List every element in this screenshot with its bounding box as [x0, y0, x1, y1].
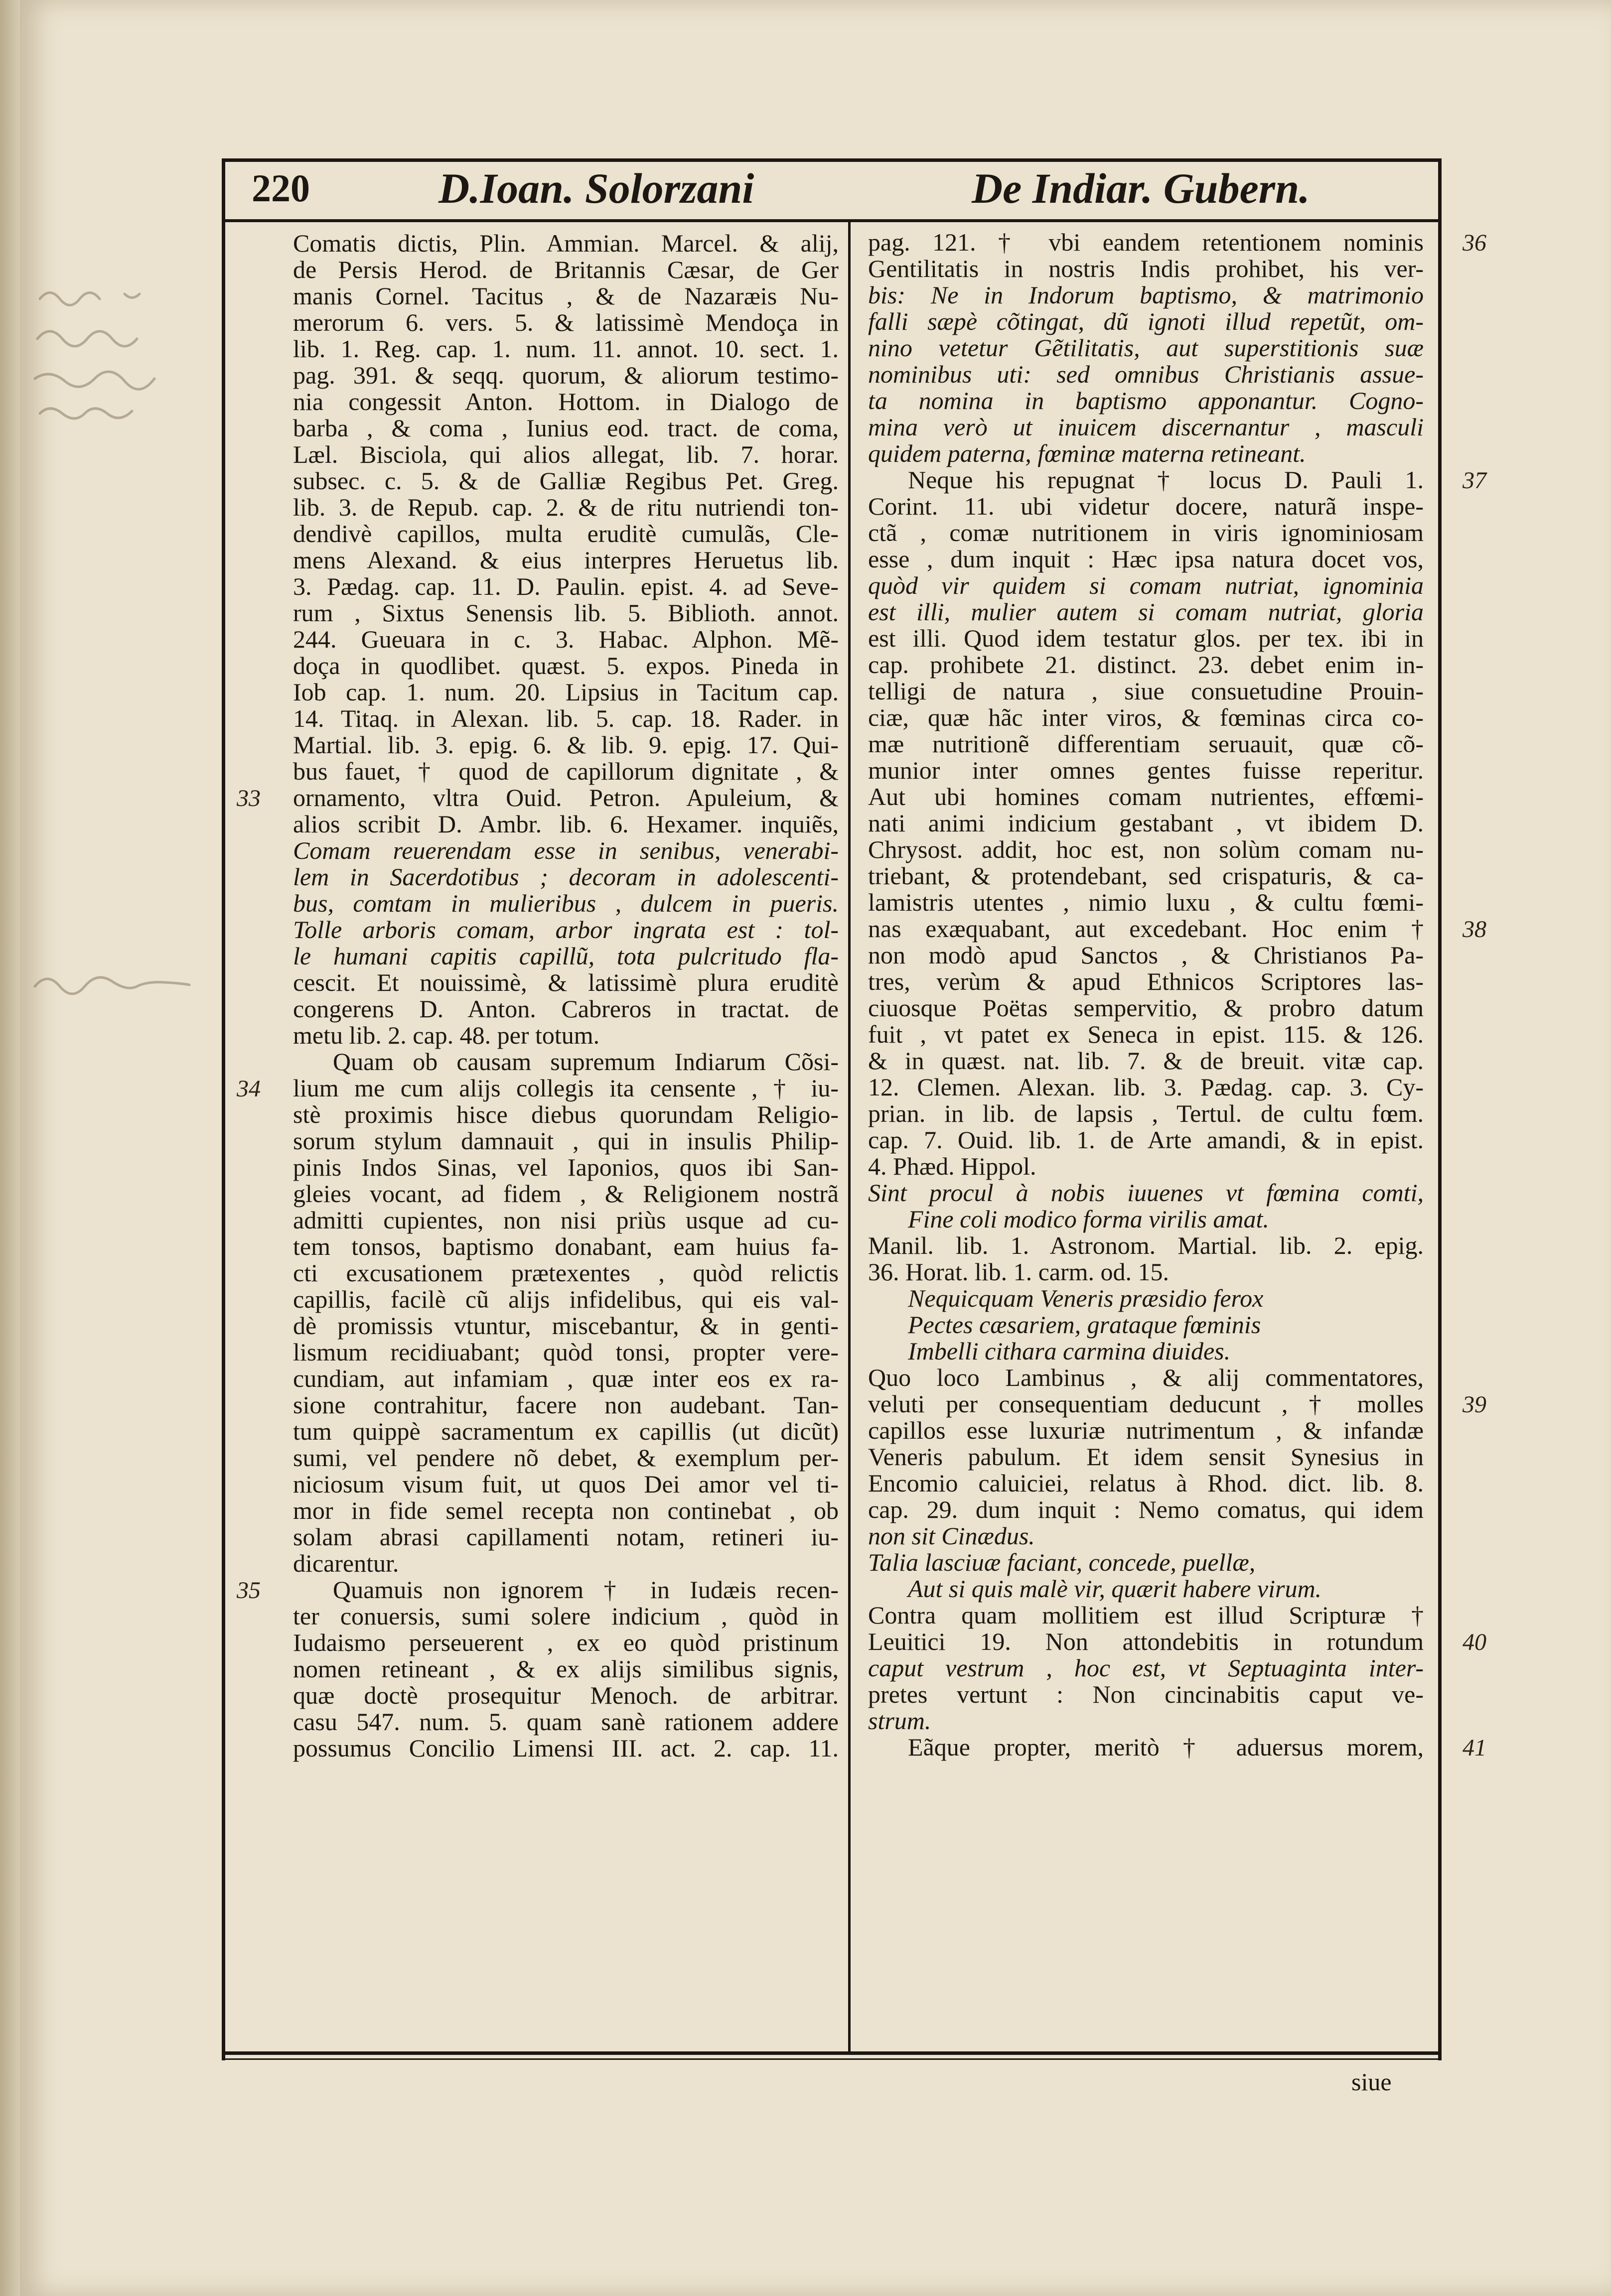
text-line: Quam ob causam supremum Indiarum Cõsi-	[333, 1048, 839, 1076]
text-line: merorum 6. vers. 5. & latissimè Mendoça in	[293, 308, 839, 336]
margin-number: 37	[1463, 467, 1486, 494]
text-line: nas exæquabant, aut excedebant. Hoc enim †	[868, 915, 1424, 943]
text-line: triebant, & protendebant, sed crispaturis, & ca-	[868, 862, 1424, 890]
text-line: mina verò ut inuicem discernantur , masculi	[868, 413, 1424, 441]
text-line: Comatis dictis, Plin. Ammian. Marcel. & alij,	[293, 230, 839, 257]
text-line: veluti per consequentiam deducunt , † molles	[868, 1390, 1424, 1418]
margin-number: 38	[1463, 916, 1486, 943]
text-line: ctã , comæ nutritionem in viris ignominiosam	[868, 519, 1424, 546]
text-line: est illi, mulier autem si comam nutriat, gloria	[868, 598, 1424, 626]
text-line: cap. prohibete 21. distinct. 23. debet enim in-	[868, 651, 1424, 678]
text-line: 36. Horat. lib. 1. carm. od. 15.	[868, 1258, 1170, 1286]
text-line: 14. Titaq. in Alexan. lib. 5. cap. 18. Rader. in	[293, 704, 839, 732]
text-line: non sit Cinædus.	[868, 1522, 1035, 1550]
text-line: doça in quodlibet. quæst. 5. expos. Pineda in	[293, 652, 839, 679]
bottom-rule-inner	[222, 2058, 1441, 2060]
text-line: caput vestrum , hoc est, vt Septuaginta inter-	[868, 1654, 1424, 1682]
text-line: Chrysost. addit, hoc est, non solùm comam nu-	[868, 835, 1424, 863]
text-line: mor in fide semel recepta non continebat , ob	[293, 1496, 839, 1524]
text-line: & in quæst. nat. lib. 7. & de breuit. vitæ cap.	[868, 1047, 1424, 1075]
text-line: dendivè capillos, multa eruditè cumulãs, Cle-	[293, 520, 839, 547]
text-line: Iob cap. 1. num. 20. Lipsius in Tacitum cap.	[293, 678, 839, 706]
text-line: non modò apud Sanctos , & Christianos Pa-	[868, 941, 1424, 969]
text-line: 244. Gueuara in c. 3. Habac. Alphon. Mẽ-	[293, 625, 839, 653]
text-line: telligi de natura , siue consuetudine Prouin-	[868, 677, 1424, 705]
text-line: barba , & coma , Iunius eod. tract. de coma,	[293, 414, 839, 442]
text-line: Pectes cæsariem, grataque fœminis	[908, 1311, 1261, 1339]
column-divider	[848, 219, 851, 2052]
text-line: tem tonsos, baptismo donabant, eam huius fa-	[293, 1232, 839, 1260]
text-line: lib. 1. Reg. cap. 1. num. 11. annot. 10. sect. 1.	[293, 335, 839, 363]
text-line: Quo loco Lambinus , & alij commentatores,	[868, 1363, 1424, 1391]
text-line: Eãque propter, meritò † aduersus morem,	[908, 1733, 1424, 1761]
text-line: manis Cornel. Tacitus , & de Nazaræis Nu-	[293, 282, 839, 310]
header-author: D.Ioan. Solorzani	[439, 164, 754, 212]
text-line: cundiam, aut infamiam , quæ inter eos ex ra-	[293, 1364, 839, 1392]
text-line: Talia lasciuæ faciant, concede, puellæ,	[868, 1548, 1256, 1576]
text-line: lamistris utentes , nimio luxu , & cultu fœmi-	[868, 888, 1424, 916]
text-line: metu lib. 2. cap. 48. per totum.	[293, 1021, 600, 1049]
text-line: Veneris pabulum. Et idem sensit Synesius in	[868, 1443, 1424, 1471]
text-line: pag. 391. & seqq. quorum, & aliorum testimo-	[293, 361, 839, 389]
text-line: est illi. Quod idem testatur glos. per tex. ibi in	[868, 624, 1424, 652]
text-line: ter conuersis, sumi solere indicium , quòd in	[293, 1602, 839, 1630]
text-line: ciuosque Poëtas sempervitio, & probro datum	[868, 994, 1424, 1022]
text-line: lib. 3. de Repub. cap. 2. & de ritu nutriendi ton-	[293, 493, 839, 521]
text-line: Contra quam mollitiem est illud Scripturæ †	[868, 1601, 1424, 1629]
margin-number: 39	[1463, 1391, 1486, 1418]
text-line: tres, verùm & apud Ethnicos Scriptores las-	[868, 967, 1424, 995]
text-line: admitti cupientes, non nisi priùs usque ad cu-	[293, 1206, 839, 1234]
text-line: pinis Indos Sinas, vel Iaponios, quos ibi San-	[293, 1153, 839, 1181]
text-line: mens Alexand. & eius interpres Heruetus lib.	[293, 546, 839, 574]
text-line: Læl. Bisciola, qui alios allegat, lib. 7. horar.	[293, 440, 839, 468]
text-line: sumi, vel pendere nõ debet, & exemplum per-	[293, 1444, 839, 1472]
text-line: alios scribit D. Ambr. lib. 6. Hexamer. inquiẽs,	[293, 810, 839, 838]
margin-number: 34	[237, 1076, 261, 1102]
text-line: Comam reuerendam esse in senibus, venerabi-	[293, 836, 839, 864]
text-line: Manil. lib. 1. Astronom. Martial. lib. 2. epig.	[868, 1231, 1424, 1259]
text-line: lem in Sacerdotibus ; decoram in adolescenti-	[293, 863, 839, 891]
text-line: Iudaismo perseuerent , ex eo quòd pristinum	[293, 1628, 839, 1656]
text-line: Neque his repugnat † locus D. Pauli 1.	[908, 466, 1424, 494]
header-rule	[222, 219, 1441, 222]
text-line: Corint. 11. ubi videtur docere, naturã inspe-	[868, 492, 1424, 520]
margin-number: 36	[1463, 230, 1486, 256]
margin-number: 35	[237, 1577, 261, 1604]
left-border-rule	[222, 158, 225, 2060]
text-line: cap. 7. Ouid. lib. 1. de Arte amandi, & in epist.	[868, 1126, 1424, 1154]
text-line: dicarentur.	[293, 1549, 399, 1577]
text-line: cti excusationem prætexentes , quòd relictis	[293, 1259, 839, 1287]
text-line: prian. in lib. de lapsis , Tertul. de cultu fœm.	[868, 1099, 1424, 1127]
margin-number: 40	[1463, 1629, 1486, 1655]
text-line: niciosum visum fuit, ut quos Dei amor vel ti-	[293, 1470, 839, 1498]
text-line: Tolle arboris comam, arbor ingrata est : tol-	[293, 916, 839, 944]
text-line: cap. 29. dum inquit : Nemo comatus, qui idem	[868, 1495, 1424, 1523]
text-line: Imbelli cithara carmina diuides.	[908, 1337, 1231, 1365]
text-line: bus, comtam in mulieribus , dulcem in pueris.	[293, 889, 839, 917]
text-line: ciæ, quæ hãc inter viros, & fœminas circa co-	[868, 703, 1424, 731]
text-line: ornamento, vltra Ouid. Petron. Apuleium, &	[293, 784, 839, 811]
text-line: Sint procul à nobis iuuenes vt fœmina comti,	[868, 1179, 1424, 1207]
text-line: nati animi indicium gestabant , vt ibidem D.	[868, 809, 1424, 837]
text-line: fuit , vt patet ex Seneca in epist. 115. & 126.	[868, 1020, 1424, 1048]
text-line: stè proximis hisce diebus quorundam Religio-	[293, 1100, 839, 1128]
text-line: capillos esse luxuriæ nutrimentum , & infandæ	[868, 1416, 1424, 1444]
text-line: 3. Pædag. cap. 11. D. Paulin. epist. 4. ad Seve-	[293, 572, 839, 600]
text-line: cescit. Et nouissimè, & latissimè plura eruditè	[293, 968, 839, 996]
text-line: Quamuis non ignorem † in Iudæis recen-	[333, 1576, 839, 1604]
text-line: ta nomina in baptismo apponantur. Cogno-	[868, 387, 1424, 414]
text-line: lium me cum alijs collegis ita censente , † iu-	[293, 1074, 839, 1102]
text-line: pag. 121. † vbi eandem retentionem nominis	[868, 229, 1424, 256]
text-line: le humani capitis capillũ, tota pulcritudo fla-	[293, 942, 839, 970]
book-gutter	[0, 0, 20, 2296]
handwritten-marginalia	[30, 279, 209, 1026]
text-line: Aut ubi homines comam nutrientes, effœmi-	[868, 783, 1424, 810]
text-line: Gentilitatis in nostris Indis prohibet, his ver-	[868, 255, 1424, 282]
right-text-column	[868, 229, 1424, 2042]
text-line: quòd vir quidem si comam nutriat, ignominia	[868, 571, 1424, 599]
text-line: possumus Concilio Limensi III. act. 2. cap. 11.	[293, 1734, 839, 1762]
margin-number: 41	[1463, 1735, 1486, 1761]
text-line: falli sæpè cõtingat, dũ ignoti illud repetũt, om-	[868, 307, 1424, 335]
text-line: de Persis Herod. de Britannis Cæsar, de Ger	[293, 256, 839, 283]
text-line: lismum recidiuabant; quòd tonsi, propter vere-	[293, 1338, 839, 1366]
text-line: capillis, facilè cũ alijs infidelibus, qui eis val-	[293, 1285, 839, 1313]
text-line: rum , Sixtus Senensis lib. 5. Biblioth. annot.	[293, 599, 839, 627]
text-line: bus fauet, † quod de capillorum dignitate , &	[293, 757, 839, 785]
header-work-title: De Indiar. Gubern.	[972, 164, 1310, 212]
text-line: nomen retineant , & ex alijs similibus signis,	[293, 1655, 839, 1683]
text-line: dè promissis vtuntur, miscebantur, & in genti-	[293, 1312, 839, 1340]
bottom-rule	[222, 2051, 1441, 2055]
text-line: solam abrasi capillamenti notam, retineri iu-	[293, 1523, 839, 1551]
header-page-number: 220	[252, 166, 310, 210]
text-line: casu 547. num. 5. quam sanè rationem addere	[293, 1708, 839, 1736]
text-line: nominibus uti: sed omnibus Christianis assue-	[868, 360, 1424, 388]
text-line: sione contrahitur, facere non audebant. Tan-	[293, 1391, 839, 1419]
text-line: tum quippè sacramentum ex capillis (ut dicũt)	[293, 1417, 839, 1445]
text-line: esse , dum inquit : Hæc ipsa natura docet vos,	[868, 545, 1424, 573]
text-line: 12. Clemen. Alexan. lib. 3. Pædag. cap. 3. Cy-	[868, 1073, 1424, 1101]
text-line: quæ doctè prosequitur Menoch. de arbitrar.	[293, 1681, 839, 1709]
text-line: pretes vertunt : Non cincinabitis caput ve-	[868, 1680, 1424, 1708]
text-line: mæ nutritionẽ differentiam seruauit, quæ cõ-	[868, 730, 1424, 758]
text-line: Aut si quis malè vir, quærit habere virum.	[908, 1575, 1322, 1603]
catchword: siue	[1351, 2068, 1392, 2096]
left-text-column	[293, 230, 839, 2043]
text-line: bis: Ne in Indorum baptismo, & matrimonio	[868, 281, 1424, 309]
text-line: quidem paterna, fœminæ materna retineant.	[868, 439, 1306, 467]
text-line: 4. Phæd. Hippol.	[868, 1152, 1036, 1180]
text-line: nia congessit Anton. Hottom. in Dialogo de	[293, 388, 839, 415]
text-line: Leuitici 19. Non attondebitis in rotundum	[868, 1627, 1424, 1655]
text-line: sorum stylum damnauit , qui in insulis Philip-	[293, 1127, 839, 1155]
text-line: Nequicquam Veneris præsidio ferox	[908, 1284, 1264, 1312]
margin-number: 33	[237, 785, 261, 811]
text-line: nino vetetur Gẽtilitatis, aut superstitionis suæ	[868, 334, 1424, 362]
right-border-rule	[1438, 158, 1442, 2060]
text-line: Fine coli modico forma virilis amat.	[908, 1205, 1269, 1233]
text-line: munior inter omnes gentes fuisse reperitur.	[868, 756, 1424, 784]
text-line: Encomio caluiciei, relatus à Rhod. dict. lib. 8.	[868, 1469, 1424, 1497]
text-line: gleies vocant, ad fidem , & Religionem nostrã	[293, 1180, 839, 1208]
text-line: Martial. lib. 3. epig. 6. & lib. 9. epig. 17. Qui-	[293, 731, 839, 759]
text-line: subsec. c. 5. & de Galliæ Regibus Pet. Greg.	[293, 467, 839, 495]
text-line: strum.	[868, 1707, 931, 1735]
text-line: congerens D. Anton. Cabreros in tractat. de	[293, 995, 839, 1023]
